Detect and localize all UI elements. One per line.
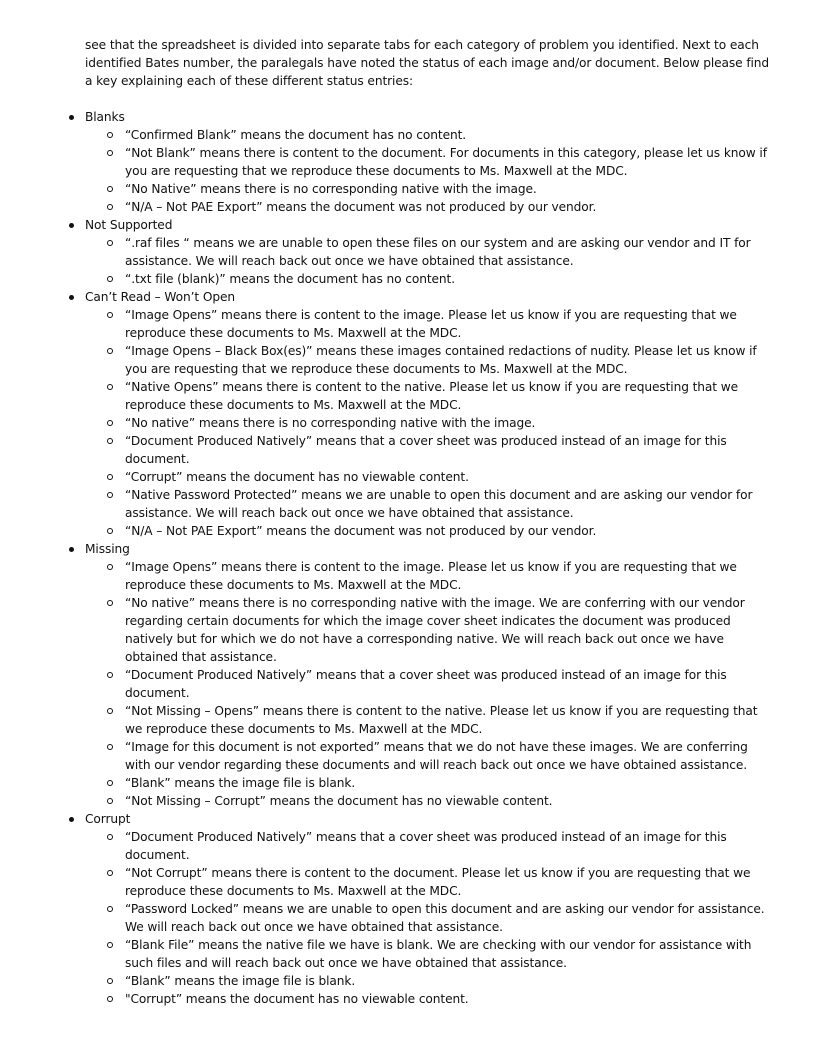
status-entry-text: “N/A – Not PAE Export” means the document was not produced by our vendor.: [125, 200, 597, 214]
status-entry: [125, 180, 775, 198]
status-entry-text: “N/A – Not PAE Export” means the document was not produced by our vendor.: [125, 524, 597, 538]
hollow-bullet-icon: [107, 150, 113, 156]
status-entry: [125, 864, 775, 900]
hollow-bullet-icon: [107, 312, 113, 318]
bullet-icon: [69, 817, 74, 822]
hollow-bullet-icon: [107, 384, 113, 390]
status-entry: [125, 594, 775, 666]
status-entry: [125, 342, 775, 378]
status-entry-text: “Not Missing – Corrupt” means the document has no viewable content.: [125, 794, 553, 808]
category-item: [85, 540, 775, 810]
status-entry: [125, 828, 775, 864]
hollow-bullet-icon: [107, 708, 113, 714]
hollow-bullet-icon: [107, 834, 113, 840]
status-entry-text: “Corrupt” means the document has no viewable content.: [125, 470, 469, 484]
status-entry-list: [85, 306, 775, 540]
status-entry: [125, 666, 775, 702]
status-entry-text: “Blank File” means the native file we have is blank. We are checking with our vendor for assistance with such files and will reach back out once we have obtained that assistance.: [125, 938, 752, 970]
hollow-bullet-icon: [107, 348, 113, 354]
hollow-bullet-icon: [107, 600, 113, 606]
hollow-bullet-icon: [107, 204, 113, 210]
status-entry: [125, 270, 775, 288]
status-entry: [125, 522, 775, 540]
status-entry-text: “Document Produced Natively” means that a cover sheet was produced instead of an image for this document.: [125, 434, 727, 466]
bullet-icon: [69, 547, 74, 552]
status-entry: [125, 414, 775, 432]
hollow-bullet-icon: [107, 276, 113, 282]
category-item: [85, 810, 775, 1008]
hollow-bullet-icon: [107, 528, 113, 534]
category-label: Not Supported: [85, 218, 173, 232]
hollow-bullet-icon: [107, 474, 113, 480]
status-entry-text: “Document Produced Natively” means that a cover sheet was produced instead of an image for this document.: [125, 830, 727, 862]
status-entry-text: “Image Opens” means there is content to the image. Please let us know if you are requesting that we reproduce these documents to Ms. Maxwell at the MDC.: [125, 560, 737, 592]
status-entry: [125, 738, 775, 774]
category-item: [85, 216, 775, 288]
status-entry: [125, 378, 775, 414]
hollow-bullet-icon: [107, 492, 113, 498]
status-entry: [125, 972, 775, 990]
status-entry-text: “Confirmed Blank” means the document has no content.: [125, 128, 467, 142]
hollow-bullet-icon: [107, 870, 113, 876]
status-entry-text: “Image Opens – Black Box(es)” means these images contained redactions of nudity. Please let us know if you are requesting that we reproduce these documents to Ms. Maxwell at the MDC.: [125, 344, 757, 376]
status-entry-text: “.raf files “ means we are unable to open these files on our system and are asking our vendor and IT for assistance. We will reach back out once we have obtained that assistance.: [125, 236, 751, 268]
status-entry: [125, 144, 775, 180]
hollow-bullet-icon: [107, 186, 113, 192]
status-entry-text: “Password Locked” means we are unable to open this document and are asking our vendor for assistance. We will reach back out once we have obtained that assistance.: [125, 902, 765, 934]
intro-paragraph: see that the spreadsheet is divided into separate tabs for each category of problem you identified. Next to each identified Bates number, the paralegals have noted the status of each image and/or document. Below please find a key explaining each of these different status entries:: [85, 38, 770, 88]
status-entry: [125, 936, 775, 972]
bullet-icon: [69, 115, 74, 120]
category-label: Blanks: [85, 110, 125, 124]
status-entry: [125, 306, 775, 342]
status-entry: [125, 702, 775, 738]
category-item: [85, 108, 775, 216]
hollow-bullet-icon: [107, 996, 113, 1002]
status-entry-text: “.txt file (blank)” means the document has no content.: [125, 272, 455, 286]
status-entry-text: “Native Password Protected” means we are unable to open this document and are asking our vendor for assistance. We will reach back out once we have obtained that assistance.: [125, 488, 753, 520]
status-entry-text: “Blank” means the image file is blank.: [125, 776, 356, 790]
status-entry-list: [85, 234, 775, 288]
status-entry: [125, 234, 775, 270]
status-entry: [125, 558, 775, 594]
status-entry-list: [85, 126, 775, 216]
status-entry: [125, 468, 775, 486]
status-entry-list: [85, 558, 775, 810]
hollow-bullet-icon: [107, 438, 113, 444]
status-entry-text: “Image Opens” means there is content to the image. Please let us know if you are requesting that we reproduce these documents to Ms. Maxwell at the MDC.: [125, 308, 737, 340]
status-entry: [125, 198, 775, 216]
status-entry: [125, 126, 775, 144]
hollow-bullet-icon: [107, 672, 113, 678]
status-entry-text: “Not Corrupt” means there is content to the document. Please let us know if you are requesting that we reproduce these documents to Ms. Maxwell at the MDC.: [125, 866, 751, 898]
category-item: [85, 288, 775, 540]
status-entry-text: "Corrupt” means the document has no viewable content.: [125, 992, 469, 1006]
status-entry-text: “Blank” means the image file is blank.: [125, 974, 356, 988]
status-entry: [125, 432, 775, 468]
status-entry-text: “No Native” means there is no corresponding native with the image.: [125, 182, 537, 196]
status-entry: [125, 486, 775, 522]
status-entry: [125, 990, 775, 1008]
hollow-bullet-icon: [107, 564, 113, 570]
status-entry-text: “No native” means there is no corresponding native with the image. We are conferring with our vendor regarding certain documents for which the image cover sheet indicates the document was produced natively but for which we do not have a corresponding native. We will reach back out once we have obtained that assistance.: [125, 596, 745, 664]
category-label: Missing: [85, 542, 130, 556]
hollow-bullet-icon: [107, 798, 113, 804]
status-entry-text: “Native Opens” means there is content to the native. Please let us know if you are requesting that we reproduce these documents to Ms. Maxwell at the MDC.: [125, 380, 739, 412]
status-entry: [125, 792, 775, 810]
status-category-list: [85, 108, 775, 1008]
category-label: Corrupt: [85, 812, 131, 826]
bullet-icon: [69, 295, 74, 300]
status-entry-text: “Document Produced Natively” means that a cover sheet was produced instead of an image for this document.: [125, 668, 727, 700]
status-entry-text: “Image for this document is not exported” means that we do not have these images. We are conferring with our vendor regarding these documents and will reach back out once we have obtained assistance.: [125, 740, 748, 772]
status-entry-text: “Not Missing – Opens” means there is content to the native. Please let us know if you are requesting that we reproduce these documents to Ms. Maxwell at the MDC.: [125, 704, 758, 736]
hollow-bullet-icon: [107, 132, 113, 138]
hollow-bullet-icon: [107, 240, 113, 246]
category-label: Can’t Read – Won’t Open: [85, 290, 235, 304]
status-entry: [125, 774, 775, 792]
status-entry: [125, 900, 775, 936]
hollow-bullet-icon: [107, 978, 113, 984]
status-entry-list: [85, 828, 775, 1008]
status-entry-text: “No native” means there is no corresponding native with the image.: [125, 416, 536, 430]
status-entry-text: “Not Blank” means there is content to the document. For documents in this category, please let us know if you are requesting that we reproduce these documents to Ms. Maxwell at the MDC.: [125, 146, 767, 178]
hollow-bullet-icon: [107, 906, 113, 912]
hollow-bullet-icon: [107, 744, 113, 750]
hollow-bullet-icon: [107, 780, 113, 786]
bullet-icon: [69, 223, 74, 228]
hollow-bullet-icon: [107, 420, 113, 426]
hollow-bullet-icon: [107, 942, 113, 948]
